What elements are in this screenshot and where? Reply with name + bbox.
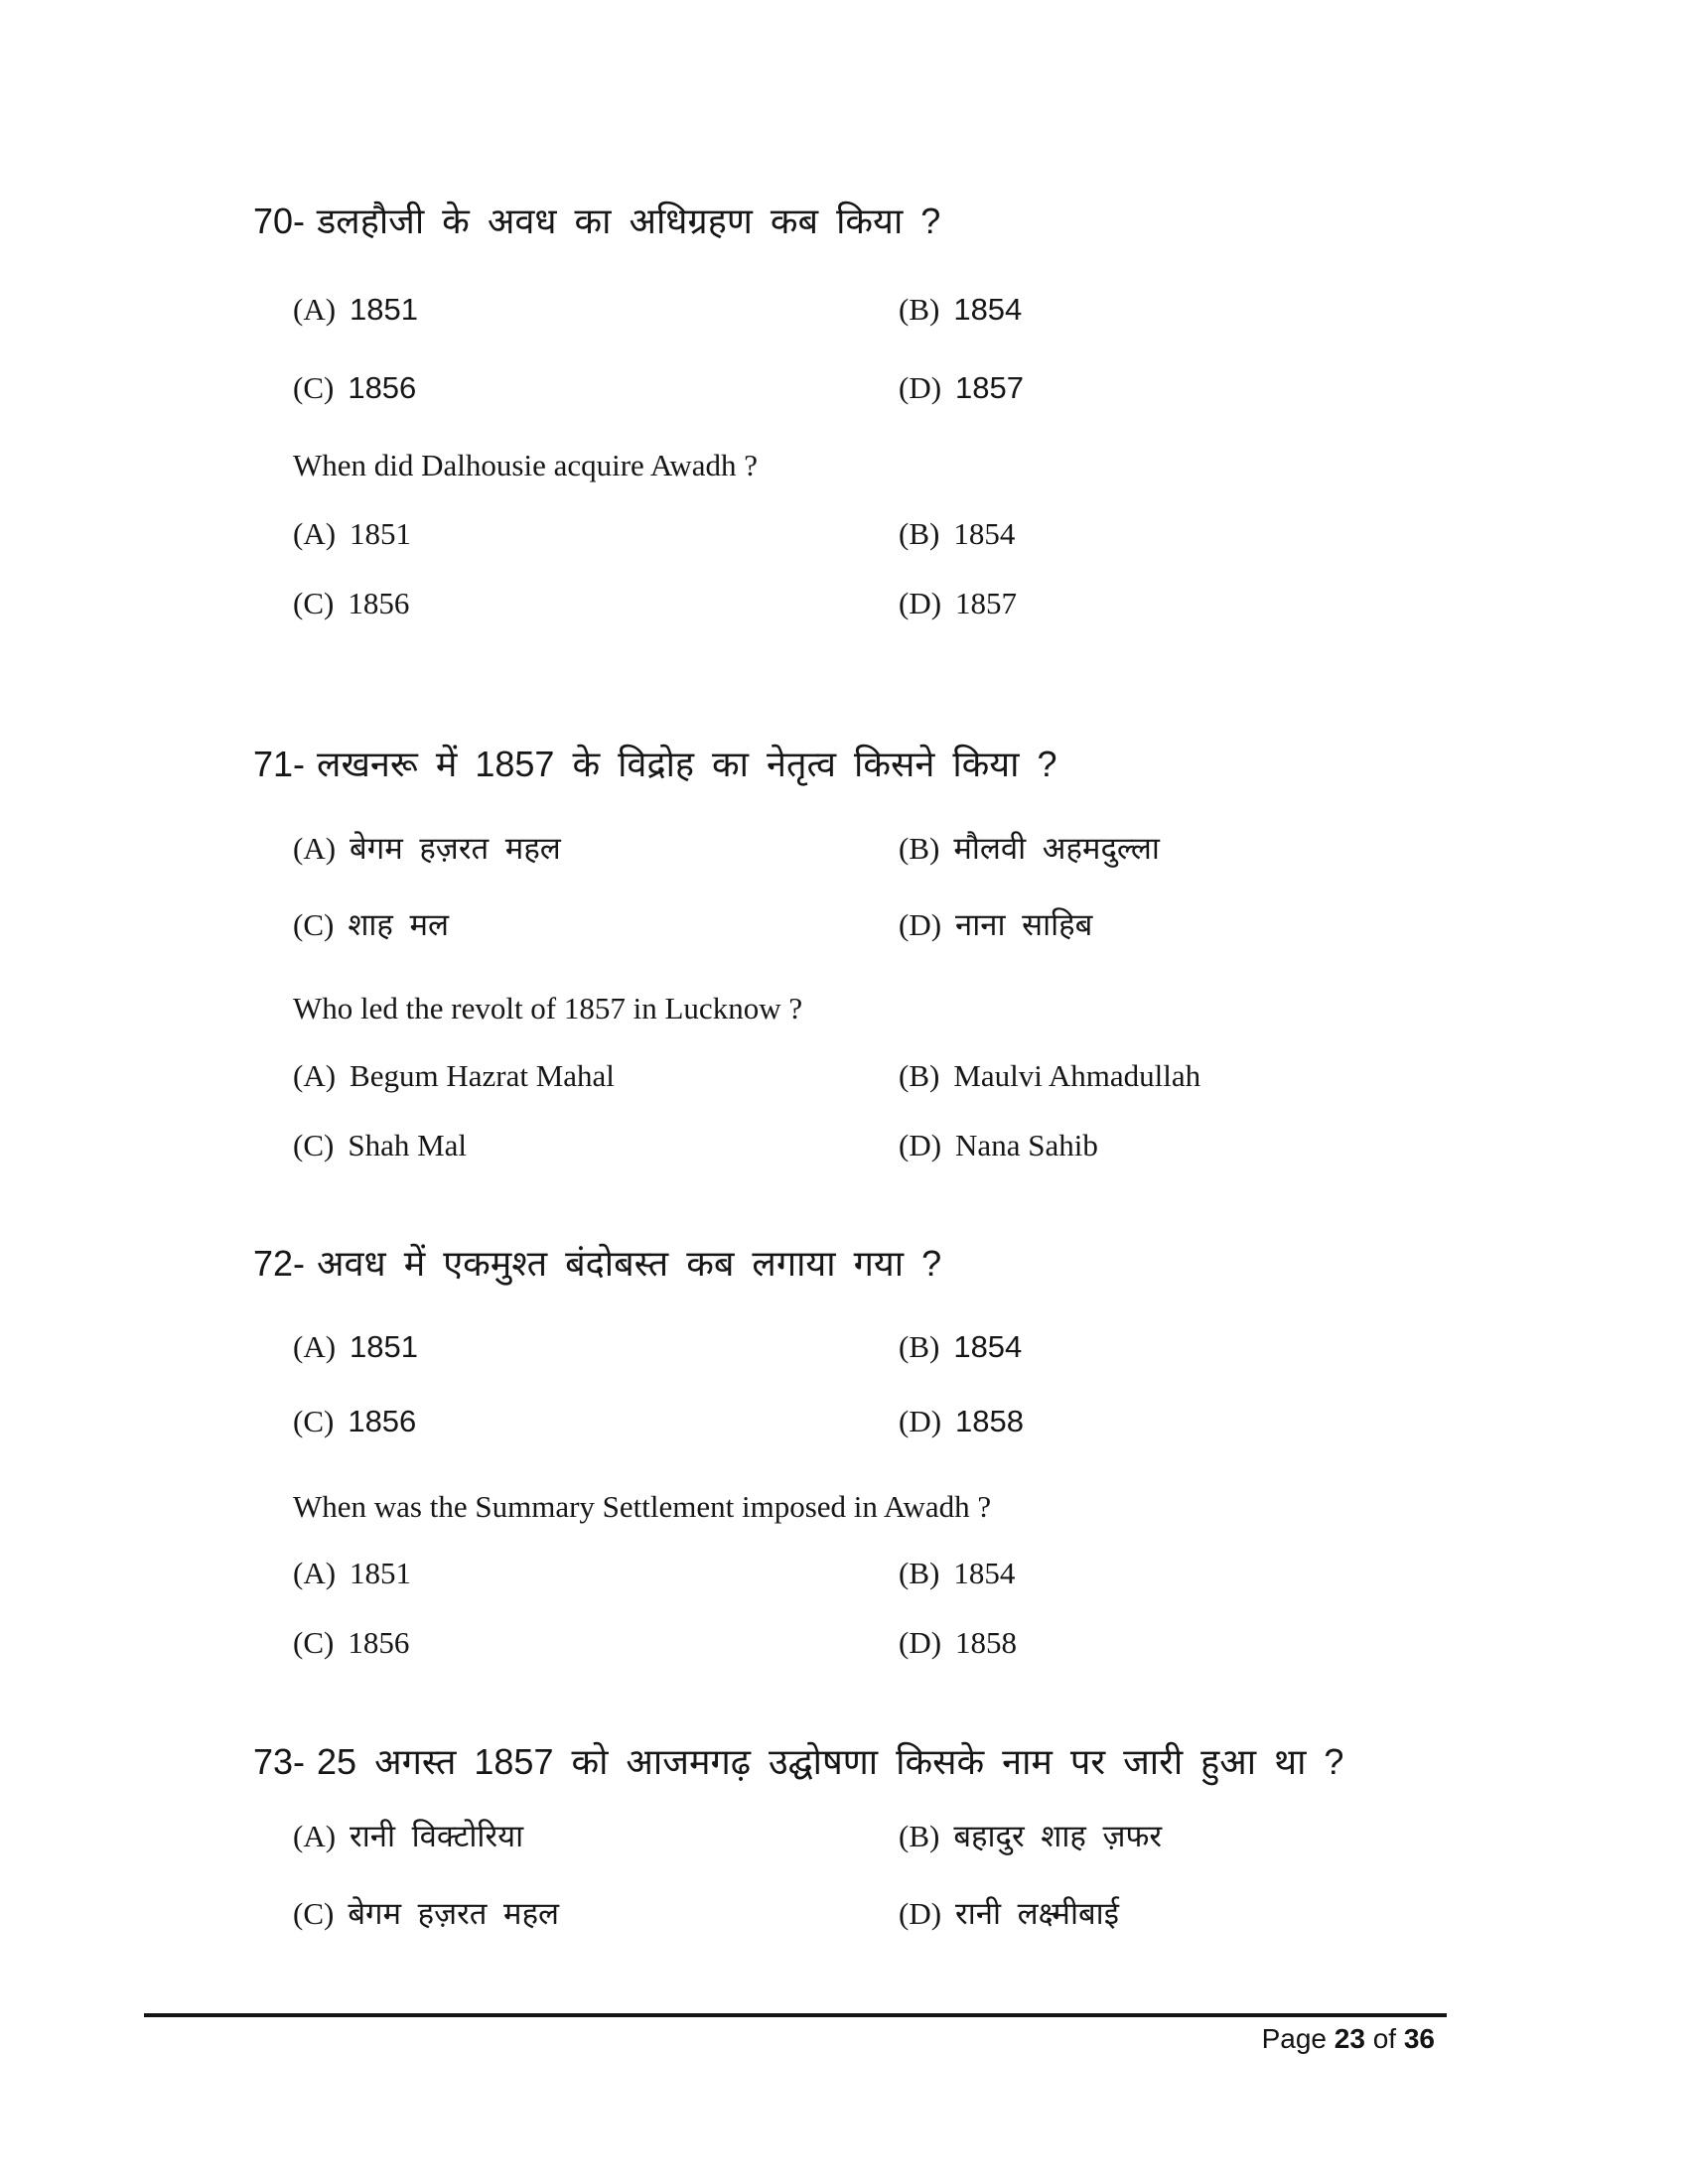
option-label: (C) [293, 1896, 335, 1931]
option-label: (D) [899, 907, 942, 942]
question-72-option-a-english [293, 1554, 411, 1593]
question-70-option-d-english [899, 584, 1017, 623]
option-value: Begum Hazrat Mahal [350, 1058, 615, 1093]
question-70-option-a-hindi [293, 290, 418, 330]
question-70-option-b-english [899, 514, 1015, 554]
question-71-hindi-options-row-1 [293, 829, 1544, 869]
question-71-option-c-hindi [293, 905, 449, 945]
question-72-heading [253, 1241, 1544, 1288]
option-value: 1857 [955, 370, 1025, 405]
option-value: 1854 [953, 1556, 1016, 1590]
option-label: (C) [293, 370, 335, 405]
option-value: Shah Mal [348, 1128, 468, 1162]
option-label: (C) [293, 907, 335, 942]
option-value: मौलवी अहमदुल्ला [953, 831, 1160, 866]
option-value: 1856 [348, 1404, 417, 1438]
option-value: 1856 [348, 586, 410, 620]
option-value: 1851 [350, 1329, 419, 1364]
question-72-option-c-english [293, 1623, 409, 1663]
option-value: 1851 [350, 292, 419, 327]
question-72-number: 72- [253, 1243, 306, 1284]
question-71-option-d-hindi [899, 905, 1092, 945]
question-71-option-a-english [293, 1056, 615, 1096]
question-73-hindi-options-row-1 [293, 1817, 1544, 1856]
question-73-hindi-options-row-2 [293, 1894, 1544, 1934]
option-label: (C) [293, 1404, 335, 1438]
question-72-option-b-english [899, 1554, 1015, 1593]
option-label: (A) [293, 292, 337, 327]
question-70-option-c-hindi [293, 368, 416, 408]
option-label: (C) [293, 1128, 335, 1162]
option-label: (B) [899, 1819, 940, 1853]
option-label: (C) [293, 586, 335, 620]
option-label: (B) [899, 1556, 940, 1590]
question-70-text-english: When did Dalhousie acquire Awadh ? [293, 448, 759, 482]
question-73-option-c-hindi [293, 1894, 559, 1934]
question-72-hindi-options-row-1 [293, 1327, 1544, 1367]
question-71-option-c-english [293, 1126, 467, 1165]
question-71-option-b-english [899, 1056, 1200, 1096]
option-label: (A) [293, 1329, 337, 1364]
question-71-number: 71- [253, 744, 306, 784]
question-70-text-english-row [293, 446, 1544, 485]
question-73-number: 73- [253, 1741, 306, 1782]
option-value: Nana Sahib [955, 1128, 1098, 1162]
footer-of-word: of [1372, 2023, 1397, 2054]
option-value: रानी लक्ष्मीबाई [955, 1896, 1119, 1931]
question-72-hindi-options-row-2 [293, 1402, 1544, 1441]
question-73-option-a-hindi [293, 1817, 523, 1856]
question-71-heading [253, 742, 1544, 788]
question-72-text-hindi: अवध में एकमुश्त बंदोबस्त कब लगाया गया ? [317, 1243, 942, 1284]
question-70-hindi-options-row-1 [293, 290, 1544, 330]
question-73-option-d-hindi [899, 1894, 1119, 1934]
question-73-heading [253, 1739, 1544, 1786]
footer-total-pages: 36 [1403, 2023, 1435, 2054]
footer-divider [144, 2013, 1447, 2017]
question-73-text-hindi: 25 अगस्त 1857 को आजमगढ़ उद्घोषणा किसके नाम पर जारी हुआ था ? [317, 1741, 1344, 1782]
option-label: (B) [899, 1058, 940, 1093]
option-label: (B) [899, 831, 940, 866]
question-72-option-d-english [899, 1623, 1017, 1663]
question-70-option-a-english [293, 514, 411, 554]
question-70-option-b-hindi [899, 290, 1022, 330]
question-70-english-options-row-1 [293, 514, 1544, 554]
question-71-english-options-row-1 [293, 1056, 1544, 1096]
option-label: (C) [293, 1625, 335, 1660]
question-72-text-english: When was the Summary Settlement imposed in Awadh ? [293, 1489, 992, 1524]
question-71-text-hindi: लखनरू में 1857 के विद्रोह का नेतृत्व किसने किया ? [317, 744, 1057, 784]
question-70-heading [253, 199, 1544, 245]
option-label: (B) [899, 516, 940, 551]
option-label: (D) [899, 1896, 942, 1931]
option-value: 1857 [955, 586, 1018, 620]
option-value: नाना साहिब [955, 907, 1093, 942]
option-value: रानी विक्टोरिया [350, 1819, 524, 1853]
option-label: (D) [899, 1404, 942, 1438]
question-71-option-d-english [899, 1126, 1098, 1165]
question-72-english-options-row-1 [293, 1554, 1544, 1593]
option-value: 1856 [348, 370, 417, 405]
option-value: 1851 [350, 516, 412, 551]
question-70-number: 70- [253, 201, 306, 241]
question-72-option-a-hindi [293, 1327, 418, 1367]
question-71-hindi-options-row-2 [293, 905, 1544, 945]
option-label: (A) [293, 1819, 337, 1853]
option-value: बहादुर शाह ज़फर [953, 1819, 1163, 1853]
option-label: (A) [293, 831, 337, 866]
option-label: (D) [899, 1128, 942, 1162]
option-label: (A) [293, 516, 337, 551]
option-value: 1856 [348, 1625, 410, 1660]
question-73-option-b-hindi [899, 1817, 1162, 1856]
question-71-text-english: Who led the revolt of 1857 in Lucknow ? [293, 991, 803, 1025]
question-72-english-options-row-2 [293, 1623, 1544, 1663]
option-value: 1854 [953, 292, 1023, 327]
page-footer [144, 2023, 1435, 2055]
question-71-english-options-row-2 [293, 1126, 1544, 1165]
option-label: (D) [899, 586, 942, 620]
option-value: 1854 [953, 516, 1016, 551]
option-label: (D) [899, 1625, 942, 1660]
option-value: बेगम हज़रत महल [348, 1896, 560, 1931]
option-value: Maulvi Ahmadullah [953, 1058, 1201, 1093]
question-71-text-english-row [293, 989, 1544, 1028]
option-value: बेगम हज़रत महल [350, 831, 561, 866]
option-label: (A) [293, 1058, 337, 1093]
question-72-option-b-hindi [899, 1327, 1022, 1367]
option-value: 1858 [955, 1404, 1025, 1438]
option-value: शाह मल [348, 907, 450, 942]
question-71-option-a-hindi [293, 829, 561, 869]
option-label: (A) [293, 1556, 337, 1590]
question-72-option-c-hindi [293, 1402, 416, 1441]
option-label: (D) [899, 370, 942, 405]
question-72-option-d-hindi [899, 1402, 1024, 1441]
question-70-hindi-options-row-2 [293, 368, 1544, 408]
option-value: 1858 [955, 1625, 1018, 1660]
question-70-option-d-hindi [899, 368, 1024, 408]
footer-page-word: Page [1261, 2023, 1327, 2054]
option-label: (B) [899, 1329, 940, 1364]
option-value: 1851 [350, 1556, 412, 1590]
option-value: 1854 [953, 1329, 1023, 1364]
question-70-option-c-english [293, 584, 409, 623]
question-70-text-hindi: डलहौजी के अवध का अधिग्रहण कब किया ? [317, 201, 941, 241]
option-label: (B) [899, 292, 940, 327]
question-70-english-options-row-2 [293, 584, 1544, 623]
footer-current-page: 23 [1334, 2023, 1365, 2054]
question-72-text-english-row [293, 1487, 1544, 1527]
question-71-option-b-hindi [899, 829, 1160, 869]
